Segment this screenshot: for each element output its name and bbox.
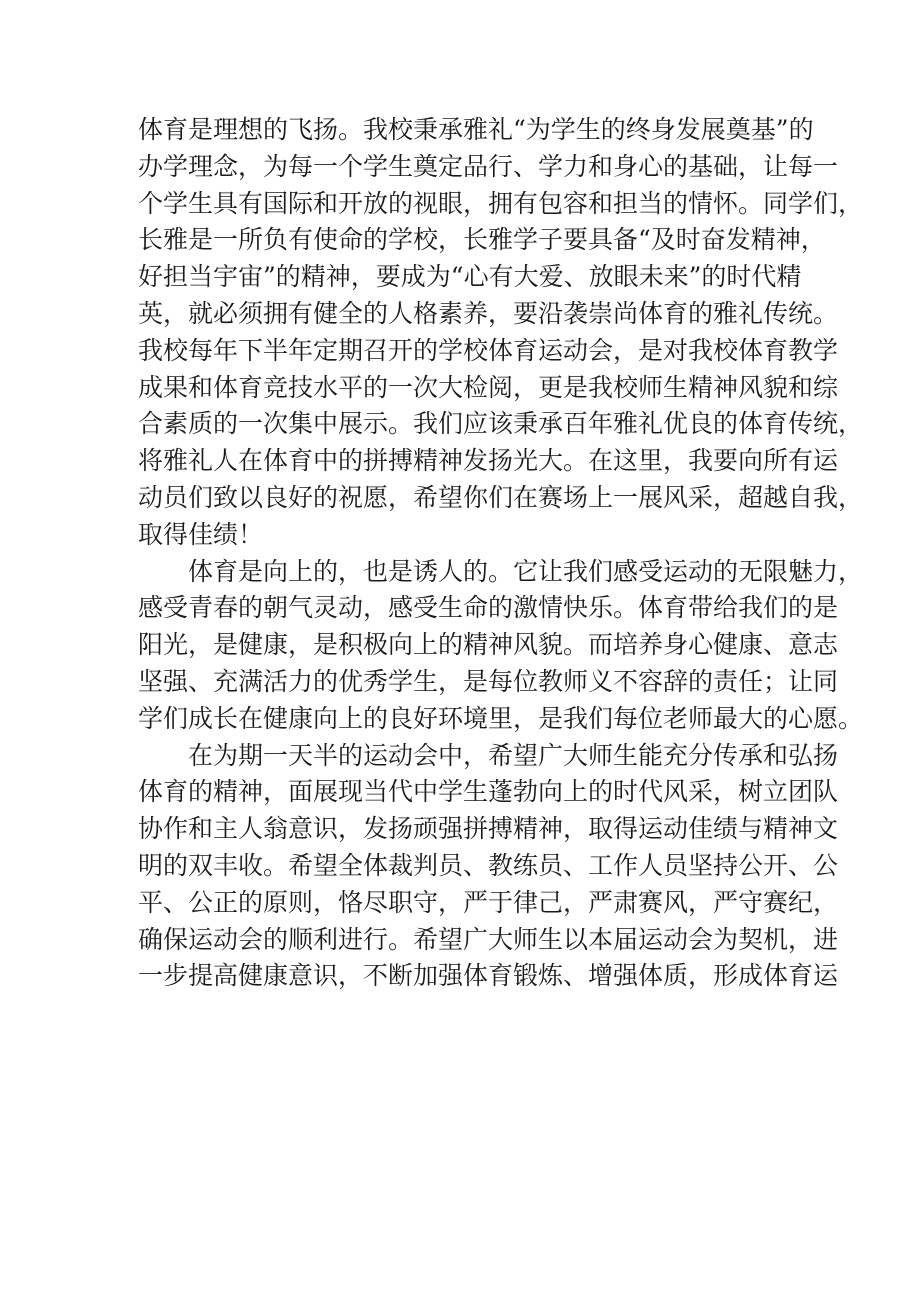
paragraph-line: 在为期一天半的运动会中，希望广大师生能充分传承和弘扬	[188, 740, 839, 770]
paragraph-line: 阳光，是健康，是积极向上的精神风貌。而培养身心健康、意志	[138, 630, 839, 660]
paragraph-line: 将雅礼人在体育中的拼搏精神发扬光大。在这里，我要向所有运	[138, 446, 839, 476]
paragraph-line: 体育的精神，面展现当代中学生蓬勃向上的时代风采，树立团队	[138, 777, 839, 807]
paragraph-line: 长雅是一所负有使命的学校，长雅学子要具备“及时奋发精神，	[138, 225, 826, 255]
paragraph-line: 一步提高健康意识，不断加强体育锻炼、增强体质，形成体育运	[138, 961, 839, 991]
paragraph-line: 好担当宇宙”的精神，要成为“心有大爱、放眼未来”的时代精	[138, 262, 802, 292]
paragraph-line: 体育是理想的飞扬。我校秉承雅礼“为学生的终身发展奠基”的	[138, 115, 814, 144]
paragraph-line: 明的双丰收。希望全体裁判员、教练员、工作人员坚持公开、公	[138, 850, 839, 880]
paragraph-2	[138, 554, 864, 738]
paragraph-line: 坚强、充满活力的优秀学生，是每位教师义不容辞的责任；让同	[138, 666, 839, 696]
paragraph-line: 英，就必须拥有健全的人格素养，要沿袭崇尚体育的雅礼传统。	[138, 298, 839, 328]
paragraph-line: 感受青春的朝气灵动，感受生命的激情快乐。体育带给我们的是	[138, 593, 839, 623]
paragraph-line: 办学理念，为每一个学生奠定品行、学力和身心的基础，让每一	[138, 151, 839, 181]
paragraph-line: 学们成长在健康向上的良好环境里，是我们每位老师最大的心愿。	[138, 703, 864, 733]
paragraph-line: 成果和体育竞技水平的一次大检阅，更是我校师生精神风貌和综	[138, 372, 839, 402]
paragraph-3	[138, 738, 839, 996]
paragraph-line: 体育是向上的，也是诱人的。它让我们感受运动的无限魅力，	[188, 556, 864, 586]
paragraph-line: 协作和主人翁意识，发扬顽强拼搏精神，取得运动佳绩与精神文	[138, 814, 839, 844]
paragraph-line: 动员们致以良好的祝愿，希望你们在赛场上一展风采，超越自我，	[138, 482, 864, 512]
paragraph-1	[138, 112, 864, 554]
paragraph-line: 平、公正的原则，恪尽职守，严于律己，严肃赛风，严守赛纪，	[138, 887, 839, 917]
paragraph-line: 确保运动会的顺利进行。希望广大师生以本届运动会为契机，进	[138, 924, 839, 954]
paragraph-line: 我校每年下半年定期召开的学校体育运动会，是对我校体育教学	[138, 335, 839, 365]
paragraph-line: 取得佳绩！	[138, 519, 264, 549]
document-body	[138, 112, 864, 995]
paragraph-line: 个学生具有国际和开放的视眼，拥有包容和担当的情怀。同学们，	[138, 188, 864, 218]
paragraph-line: 合素质的一次集中展示。我们应该秉承百年雅礼优良的体育传统，	[138, 409, 864, 439]
